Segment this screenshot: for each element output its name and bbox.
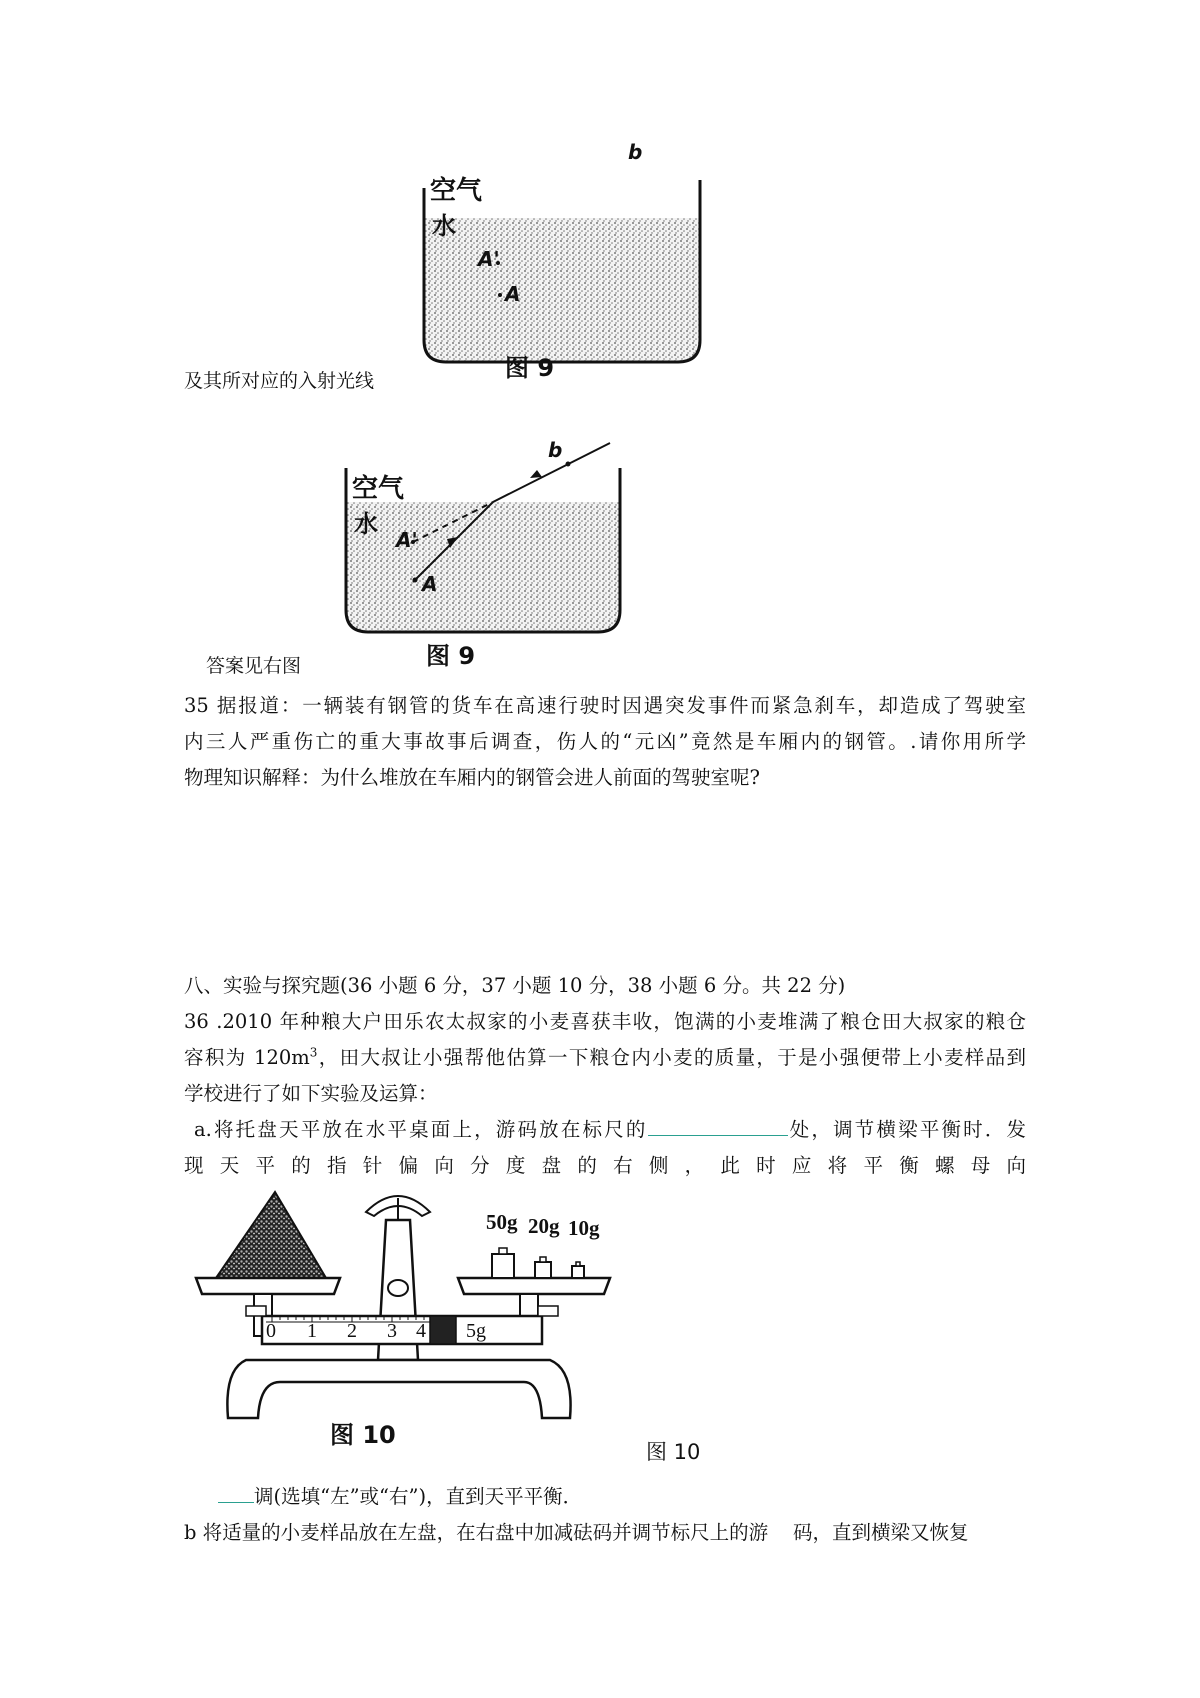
label-a: A: [422, 572, 438, 596]
scale-tick-5g: 5g: [466, 1320, 486, 1342]
weight-label-50g: 50g: [486, 1210, 518, 1234]
adjust-direction-line: [184, 1479, 1026, 1515]
q36-step-a-pre: a.将托盘天平放在水平桌面上，游码放在标尺的: [194, 1118, 648, 1141]
figure-9-caption: 图 9: [505, 354, 555, 382]
answer-note: 答案见右图: [206, 655, 302, 677]
figure-9-answer: [338, 440, 638, 670]
q36-step-a: [184, 1112, 1026, 1148]
scale-tick-3: 3: [387, 1320, 397, 1342]
section-8-heading: 八、实验与探究题(36 小题 6 分，37 小题 10 分，38 小题 6 分。共 22 分): [184, 974, 846, 997]
scale-tick-4: 4: [416, 1320, 426, 1342]
figure-9-caption: 图 9: [426, 642, 476, 670]
label-air: 空气: [352, 474, 405, 504]
label-b: b: [548, 438, 563, 462]
q36-line-2: [184, 1040, 1026, 1076]
incident-ray-text: 及其所对应的入射光线: [184, 370, 375, 392]
figure-9-question: [410, 140, 730, 382]
scale-tick-0: 0: [266, 1320, 276, 1342]
scale-tick-1: 1: [307, 1320, 317, 1342]
q36-line-2-sup: 3: [309, 1045, 318, 1060]
label-b: b: [628, 140, 643, 164]
answer-blank-direction[interactable]: [218, 1482, 254, 1503]
answer-blank-scale-position[interactable]: [648, 1115, 788, 1136]
label-a-prime: A': [478, 247, 500, 271]
label-air: 空气: [430, 176, 483, 206]
q36-line-2-pre: 容积为 120m: [184, 1046, 310, 1069]
weight-label-10g: 10g: [568, 1216, 600, 1240]
q36-line-2-post: ，田大叔让小强帮他估算一下粮仓内小麦的质量，于是小强便带上小麦样品到: [317, 1046, 1026, 1069]
q36-line-3: 学校进行了如下实验及运算：: [184, 1082, 438, 1105]
q35-line-3: 物理知识解释：为什么堆放在车厢内的钢管会进人前面的驾驶室呢?: [184, 766, 760, 789]
figure-10-caption: 图 10: [646, 1440, 701, 1464]
q36-step-b: b 将适量的小麦样品放在左盘，在右盘中加减砝码并调节标尺上的游 码，直到横梁又恢复: [184, 1521, 969, 1544]
question-36: [184, 1004, 1026, 1184]
label-a: A: [505, 282, 521, 306]
figure-10-caption-in-image: 图 10: [330, 1421, 396, 1449]
q36-step-a-line-2: 现 天 平 的 指 针 偏 向 分 度 盘 的 右 侧 ， 此 时 应 将 平 衡 螺 母 向: [184, 1154, 1026, 1177]
question-35: [184, 688, 1026, 796]
q36-step-a-post: 处，调节横梁平衡时．发: [787, 1118, 1026, 1141]
label-water: 水: [354, 510, 378, 538]
label-a-prime: A': [396, 528, 418, 552]
balance-drawing: [190, 1170, 610, 1440]
scale-tick-2: 2: [347, 1320, 357, 1342]
q35-line-1: 35 据报道：一辆装有钢管的货车在高速行驶时因遇突发事件而紧急刹车，却造成了驾驶室: [184, 694, 1026, 717]
weight-label-20g: 20g: [528, 1214, 560, 1238]
label-water: 水: [432, 212, 456, 240]
q36-line-1: 36 .2010 年种粮大户田乐农太叔家的小麦喜获丰收，饱满的小麦堆满了粮仓田大叔家的粮仓: [184, 1010, 1026, 1033]
figure-10-balance: [190, 1170, 610, 1449]
q35-line-2: 内三人严重伤亡的重大事故事后调查，伤人的“元凶”竟然是车厢内的钢管。.请你用所学: [184, 730, 1026, 753]
adjust-direction-text: 调(选填“左”或“右”)，直到天平平衡．: [254, 1485, 583, 1508]
